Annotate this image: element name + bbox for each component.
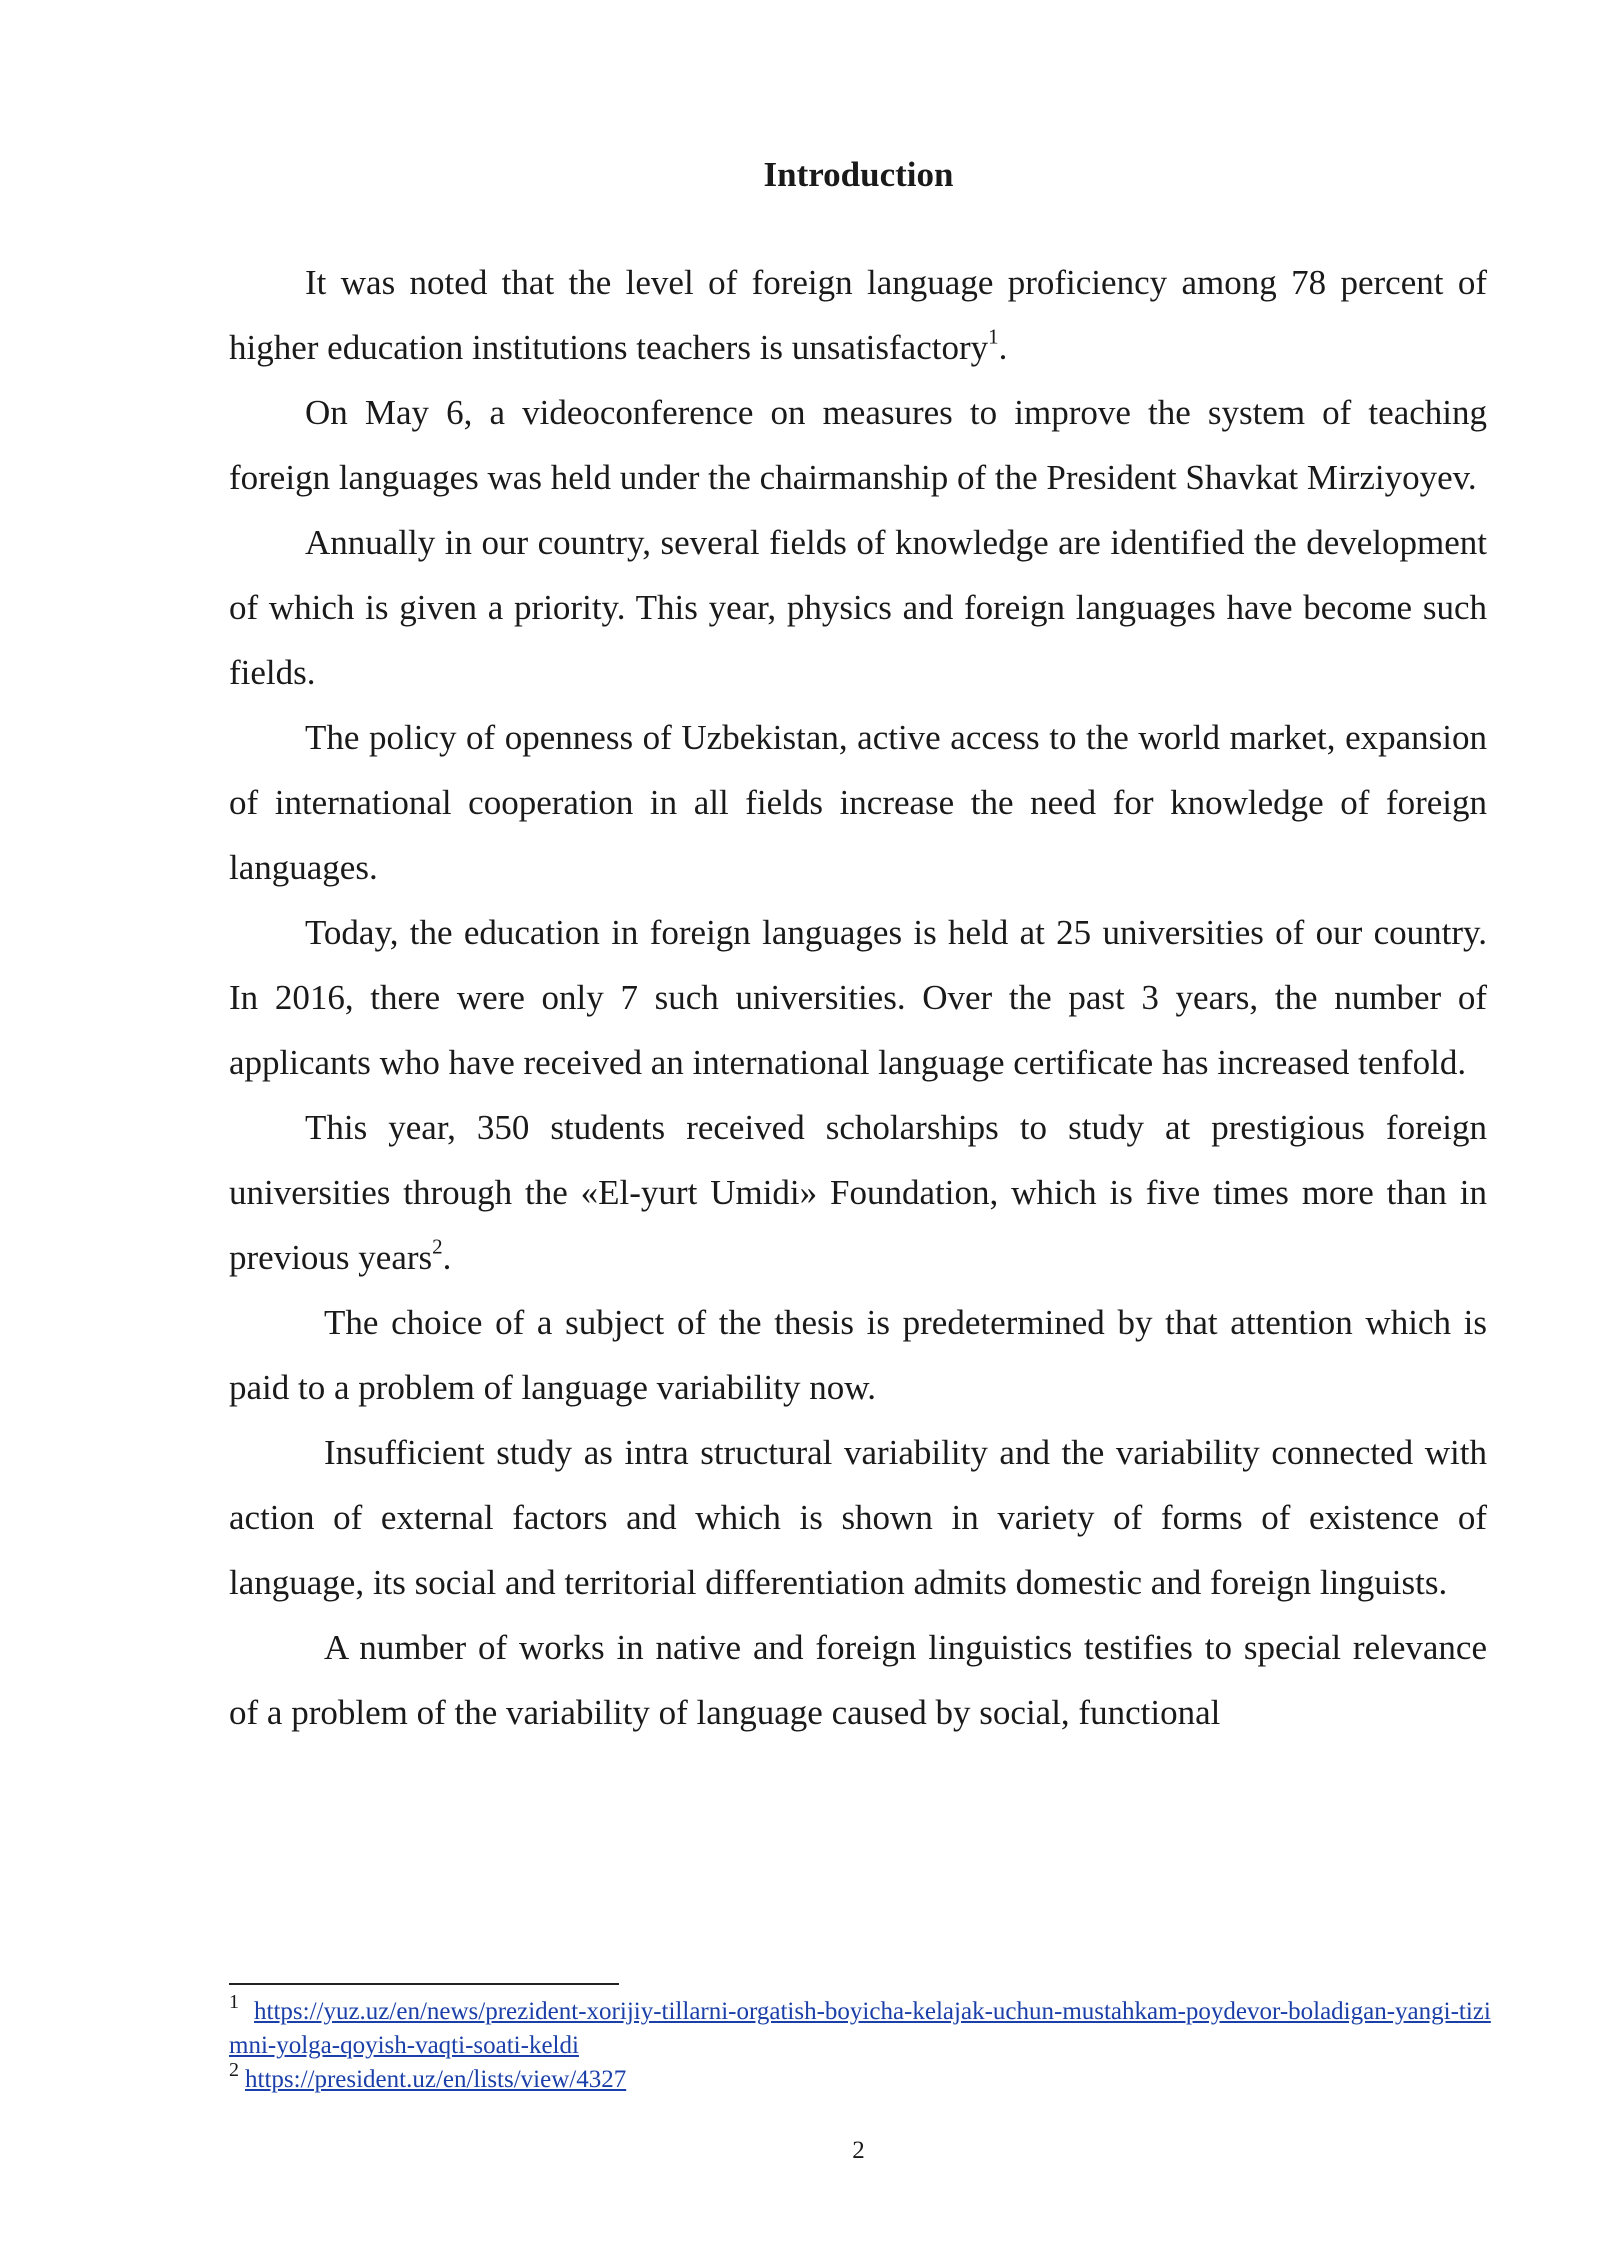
paragraph-4: The policy of openness of Uzbekistan, active access to the world market, expansion of international cooperation in all fields increase the need for knowledge of foreign languages.: [229, 718, 1487, 887]
paragraph-6-text: This year, 350 students received scholarships to study at prestigious foreign universities through the «El-yurt Umidi» Foundation, which is five times more than in previous years: [229, 1108, 1487, 1277]
paragraph-8: Insufficient study as intra structural variability and the variability connected with action of external factors and which is shown in variety of forms of existence of language, its social and territorial differentiation admits domestic and foreign linguists.: [229, 1433, 1487, 1602]
paragraph-6: [229, 1095, 1487, 1290]
footnote-separator: [229, 1983, 619, 1985]
page-title: Introduction: [763, 155, 954, 194]
footnote-number-2: 2: [229, 2059, 239, 2081]
footnote-1: [229, 1991, 1491, 2063]
footnote-2: [229, 2059, 1491, 2097]
paragraph-7: The choice of a subject of the thesis is predetermined by that attention which is paid to a problem of language variability now.: [229, 1303, 1487, 1407]
footnote-link-1[interactable]: https://yuz.uz/en/news/prezident-xorijiy-tillarni-orgatish-boyicha-kelajak-uchun-mustahkam-poydevor-boladigan-yangi-tizimni-yolga-qoyish-vaqti-soati-keldi: [229, 1998, 1491, 2059]
paragraph-5: Today, the education in foreign languages is held at 25 universities of our country. In 2016, there were only 7 such universities. Over the past 3 years, the number of applicants who have received an international language certificate has increased tenfold.: [229, 913, 1487, 1082]
footnote-ref-1[interactable]: 1: [988, 324, 999, 349]
page-number: 2: [852, 2137, 865, 2164]
body-text: [229, 250, 1487, 1745]
paragraph-2: On May 6, a videoconference on measures to improve the system of teaching foreign languages was held under the chairmanship of the President Shavkat Mirziyoyev.: [229, 393, 1487, 497]
footnote-number-1: 1: [229, 1991, 239, 2013]
paragraph-6-end: .: [442, 1238, 452, 1277]
paragraph-9: A number of works in native and foreign linguistics testifies to special relevance of a problem of the variability of language caused by social, functional: [229, 1628, 1487, 1732]
footnotes: [229, 1991, 1491, 2097]
paragraph-3: Annually in our country, several fields of knowledge are identified the development of which is given a priority. This year, physics and foreign languages have become such fields.: [229, 523, 1487, 692]
paragraph-1-text: It was noted that the level of foreign language proficiency among 78 percent of higher education institutions teachers is unsatisfactory: [229, 263, 1487, 367]
paragraph-1-end: .: [998, 328, 1008, 367]
paragraph-1: [229, 250, 1487, 380]
footnote-ref-2[interactable]: 2: [432, 1234, 443, 1259]
footnote-link-2[interactable]: https://president.uz/en/lists/view/4327: [245, 2066, 627, 2093]
